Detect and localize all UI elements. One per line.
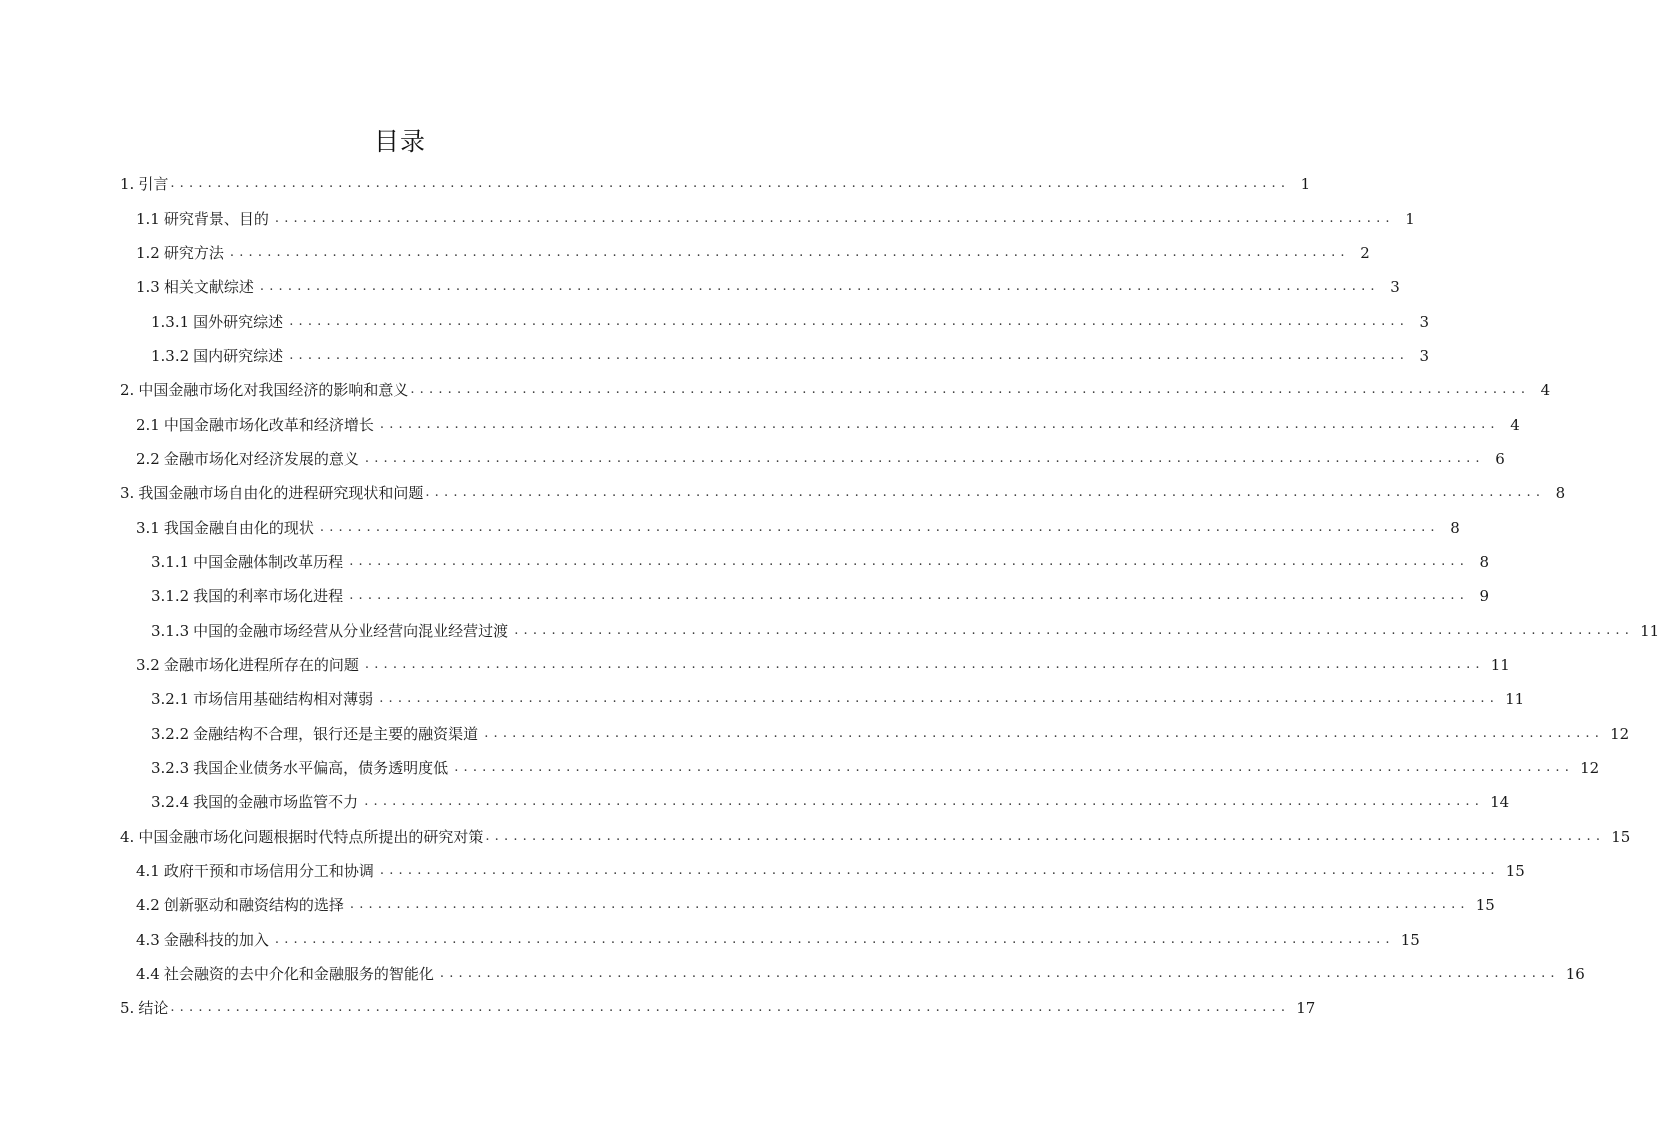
toc-leader-dots: ........................................................................................................................ [349,588,1470,604]
toc-page-number: 4 [1510,415,1520,434]
toc-page-number: 17 [1296,999,1316,1018]
toc-entry-text [151,586,343,606]
toc-entry-3-1[interactable] [0,510,1460,544]
toc-entry-label: 政府干预和市场信用分工和协调 [163,862,374,881]
toc-leader-dots: ........................................................................................................................ [170,176,1291,192]
toc-entry-4[interactable] [0,820,1631,854]
toc-page-number: 15 [1611,827,1631,846]
toc-leader-dots: ........................................................................................................................ [485,828,1606,844]
toc-page-number: 8 [1450,518,1460,537]
toc-leader-dots: ........................................................................................................................ [274,210,1395,226]
toc-entry-4-2[interactable] [0,888,1495,922]
toc-entry-text [120,483,423,503]
toc-leader-dots: ........................................................................................................................ [364,450,1485,466]
toc-entry-text [120,827,483,847]
toc-page-number: 15 [1475,896,1495,915]
toc-leader-dots: ........................................................................................................................ [379,691,1500,707]
toc-leader-dots: ........................................................................................................................ [454,760,1575,776]
toc-page-number: 3 [1419,312,1430,331]
toc-entry-number: 5. [120,999,135,1018]
toc-entry-1-3-1[interactable] [0,304,1430,338]
toc-page-number: 8 [1479,552,1490,571]
toc-page-number: 4 [1540,381,1551,400]
toc-entry-text [151,758,448,778]
toc-page-number: 16 [1565,965,1585,984]
toc-entry-number: 3.2.4 [151,793,190,812]
toc-entry-number: 3.2.1 [151,690,190,709]
toc-entry-3[interactable] [0,476,1566,510]
table-of-contents [0,167,1659,1026]
toc-entry-text [151,312,283,332]
toc-entry-text [151,552,343,572]
toc-page-number: 9 [1479,587,1490,606]
toc-entry-text [136,895,344,915]
toc-page-number: 8 [1555,484,1566,503]
toc-leader-dots: ........................................................................................................................ [379,416,1500,432]
toc-entry-label: 中国的金融市场经营从分业经营向混业经营过渡 [193,621,509,640]
toc-leader-dots: ........................................................................................................................ [289,313,1410,329]
toc-entry-3-1-2[interactable] [0,579,1490,613]
toc-entry-number: 1.3.2 [151,346,190,365]
toc-entry-number: 3.1.1 [151,552,190,571]
toc-entry-text [136,243,224,263]
toc-entry-number: 2.1 [136,415,160,434]
toc-entry-3-2-2[interactable] [0,717,1630,751]
toc-entry-text [151,724,478,744]
toc-entry-label: 引言 [138,175,169,194]
toc-entry-label: 金融市场化对经济发展的意义 [163,449,359,468]
toc-page-number: 11 [1505,690,1525,709]
toc-entry-text [136,518,314,538]
toc-entry-number: 3.2 [136,655,160,674]
toc-entry-4-4[interactable] [0,957,1585,991]
toc-entry-5[interactable] [0,991,1316,1025]
toc-entry-number: 2. [120,381,135,400]
toc-entry-text [120,174,168,194]
toc-leader-dots: ........................................................................................................................ [439,966,1560,982]
toc-entry-1-3-2[interactable] [0,339,1430,373]
toc-entry-label: 我国的金融市场监管不力 [193,793,359,812]
toc-entry-4-3[interactable] [0,923,1420,957]
toc-leader-dots: ........................................................................................................................ [425,485,1546,501]
toc-entry-2-1[interactable] [0,407,1520,441]
toc-leader-dots: ........................................................................................................................ [289,347,1410,363]
toc-entry-text [136,277,254,297]
toc-entry-text [120,380,408,400]
toc-leader-dots: ........................................................................................................................ [319,519,1440,535]
toc-entry-label: 我国金融市场自由化的进程研究现状和问题 [138,484,424,503]
toc-entry-number: 1. [120,175,135,194]
toc-entry-number: 3.1.2 [151,587,190,606]
toc-entry-label: 金融科技的加入 [163,930,269,949]
toc-entry-1-1[interactable] [0,201,1415,235]
toc-entry-text [120,998,168,1018]
toc-leader-dots: ........................................................................................................................ [364,794,1485,810]
toc-page-number: 14 [1490,793,1510,812]
toc-entry-label: 中国金融市场化改革和经济增长 [163,415,374,434]
toc-entry-1[interactable] [0,167,1311,201]
toc-entry-label: 结论 [138,999,169,1018]
toc-page-number: 11 [1490,655,1510,674]
toc-leader-dots: ........................................................................................................................ [170,1000,1291,1016]
toc-entry-number: 3.1 [136,518,160,537]
toc-entry-1-3[interactable] [0,270,1400,304]
toc-entry-number: 1.1 [136,209,160,228]
toc-page-number: 6 [1495,449,1505,468]
toc-entry-number: 4.1 [136,862,160,881]
toc-leader-dots: ........................................................................................................................ [349,553,1470,569]
toc-page-number: 1 [1300,175,1311,194]
toc-entry-text [136,861,374,881]
toc-entry-2-2[interactable] [0,442,1505,476]
toc-entry-label: 中国金融市场化对我国经济的影响和意义 [138,381,409,400]
toc-entry-label: 中国金融市场化问题根据时代特点所提出的研究对策 [138,827,484,846]
toc-entry-text [136,655,359,675]
toc-entry-text [136,209,269,229]
toc-entry-number: 4.4 [136,965,160,984]
toc-entry-text [136,449,359,469]
toc-entry-label: 创新驱动和融资结构的选择 [163,896,344,915]
toc-entry-label: 金融市场化进程所存在的问题 [163,655,359,674]
toc-page-number: 15 [1505,862,1525,881]
toc-entry-text [151,792,358,812]
toc-entry-label: 金融结构不合理，银行还是主要的融资渠道 [193,724,479,743]
toc-entry-3-2[interactable] [0,648,1510,682]
toc-entry-label: 国外研究综述 [193,312,284,331]
toc-entry-number: 4.3 [136,930,160,949]
toc-leader-dots: ........................................................................................................................ [410,382,1531,398]
toc-entry-1-2[interactable] [0,236,1370,270]
toc-entry-label: 市场信用基础结构相对薄弱 [193,690,374,709]
toc-entry-number: 2.2 [136,449,160,468]
toc-entry-label: 研究背景、目的 [163,209,269,228]
toc-leader-dots: ........................................................................................................................ [379,863,1500,879]
toc-entry-label: 我国企业债务水平偏高，债务透明度低 [193,759,449,778]
toc-entry-label: 我国的利率市场化进程 [193,587,344,606]
toc-leader-dots: ........................................................................................................................ [349,897,1470,913]
toc-leader-dots: ........................................................................................................................ [514,622,1635,638]
toc-entry-number: 4.2 [136,896,160,915]
toc-entry-text [136,964,434,984]
toc-page-number: 12 [1580,759,1600,778]
toc-entry-3-2-4[interactable] [0,785,1510,819]
toc-entry-label: 中国金融体制改革历程 [193,552,344,571]
toc-page-number: 12 [1610,724,1630,743]
toc-page-number: 3 [1390,278,1400,297]
toc-page-number: 1 [1405,209,1415,228]
toc-entry-2[interactable] [0,373,1551,407]
toc-entry-3-1-3[interactable] [0,613,1659,647]
toc-leader-dots: ........................................................................................................................ [364,656,1485,672]
page-title: 目录 [373,127,426,156]
toc-entry-number: 3.2.2 [151,724,190,743]
toc-entry-label: 国内研究综述 [193,346,284,365]
toc-entry-label: 社会融资的去中介化和金融服务的智能化 [163,965,434,984]
toc-entry-number: 1.2 [136,243,160,262]
toc-entry-number: 1.3.1 [151,312,190,331]
toc-entry-4-1[interactable] [0,854,1525,888]
toc-entry-3-2-1[interactable] [0,682,1525,716]
toc-entry-text [151,689,373,709]
toc-leader-dots: ........................................................................................................................ [484,725,1605,741]
toc-entry-label: 研究方法 [163,243,224,262]
toc-entry-label: 我国金融自由化的现状 [163,518,314,537]
toc-entry-label: 相关文献综述 [163,278,254,297]
toc-page-number: 15 [1400,930,1420,949]
toc-entry-3-1-1[interactable] [0,545,1490,579]
toc-entry-text [151,346,283,366]
toc-entry-number: 3. [120,484,135,503]
toc-leader-dots: ........................................................................................................................ [229,244,1350,260]
toc-entry-number: 3.2.3 [151,759,190,778]
toc-leader-dots: ........................................................................................................................ [274,931,1395,947]
toc-page-number: 11 [1640,621,1659,640]
toc-page-number: 2 [1360,243,1370,262]
toc-entry-number: 1.3 [136,278,160,297]
toc-page-number: 3 [1419,346,1430,365]
toc-entry-number: 4. [120,827,135,846]
toc-entry-text [136,930,269,950]
toc-entry-3-2-3[interactable] [0,751,1600,785]
toc-leader-dots: ........................................................................................................................ [259,279,1380,295]
toc-entry-text [151,621,508,641]
toc-entry-text [136,415,374,435]
toc-entry-number: 3.1.3 [151,621,190,640]
